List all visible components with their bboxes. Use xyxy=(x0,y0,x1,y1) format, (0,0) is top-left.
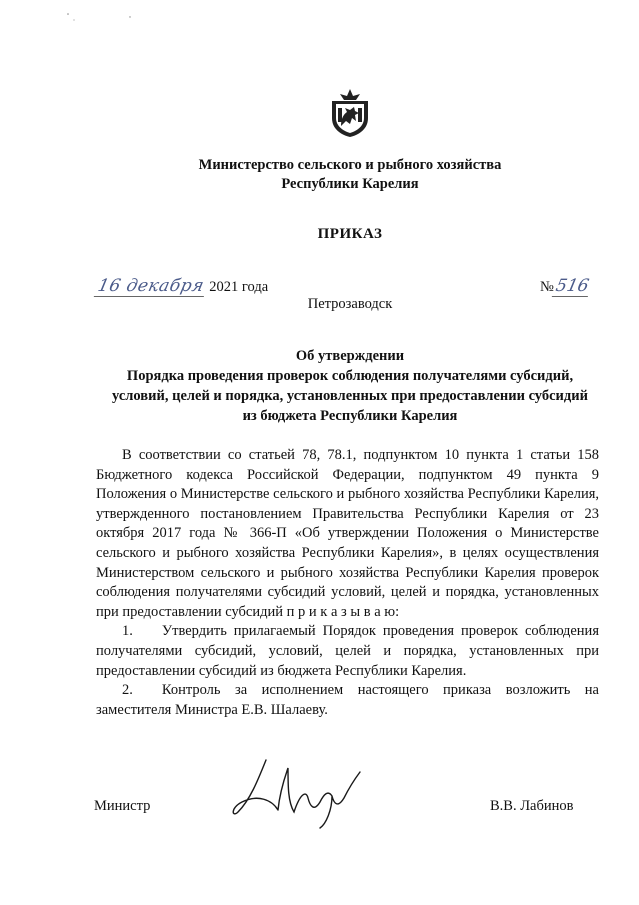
scan-specks xyxy=(60,8,140,28)
ministry-name-line2: Республики Карелия xyxy=(281,176,419,192)
order-date xyxy=(96,276,268,297)
order-number xyxy=(540,276,590,297)
preamble-paragraph: В соответствии со статьей 78, 78.1, подпунктом 10 пункта 1 статьи 158 Бюджетного кодекса Российской Федерации, подпунктом 49 пункта 9 Положения о Министерстве сельского и рыбного хозяйства Республики Карелия, утвержденного постановлением Правительства Республики Карелия от 23 октября 2017 года № 366-П «Об утверждении Положения о Министерстве сельского и рыбного хозяйства Республики Карелия», в целях осуществления Министерством сельского и рыбного хозяйства Республики Карелия проверок соблюдения получателями субсидий условий, целей и порядка, установленных при предоставлении субсидий п р и к а з ы в а ю: xyxy=(96,447,599,620)
karelia-coat-of-arms-emblem xyxy=(328,88,372,138)
order-item-1: 1. Утвердить прилагаемый Порядок проведения проверок соблюдения получателями субсидий, условий, целей и порядка, установленных при предоставлении субсидий из бюджета Республики Карелия. xyxy=(96,623,599,679)
handwritten-signature xyxy=(228,750,378,830)
city-name: Петрозаводск xyxy=(307,296,393,312)
number-sign: № xyxy=(540,279,554,295)
order-item-2: 2. Контроль за исполнением настоящего приказа возложить на заместителя Министра Е.В. Шалаеву. xyxy=(96,682,599,718)
signatory-name: В.В. Лабинов xyxy=(490,798,574,814)
document-type-title: ПРИКАЗ xyxy=(317,226,383,242)
order-subject xyxy=(100,346,600,426)
subject-line1: Об утверждении xyxy=(295,348,405,364)
subject-line4: из бюджета Республики Карелия xyxy=(242,408,458,424)
handwritten-number: 516 xyxy=(552,276,593,297)
subject-line3: условий, целей и порядка, установленных при предоставлении субсидий xyxy=(112,388,588,404)
signatory-position: Министр xyxy=(94,798,151,814)
handwritten-date: 16 декабря xyxy=(94,276,208,297)
ministry-name-line1: Министерство сельского и рыбного хозяйства xyxy=(198,157,502,173)
date-year: 2021 года xyxy=(209,279,269,295)
order-body xyxy=(96,446,599,720)
subject-line2: Порядка проведения проверок соблюдения получателями субсидий, xyxy=(126,368,574,384)
